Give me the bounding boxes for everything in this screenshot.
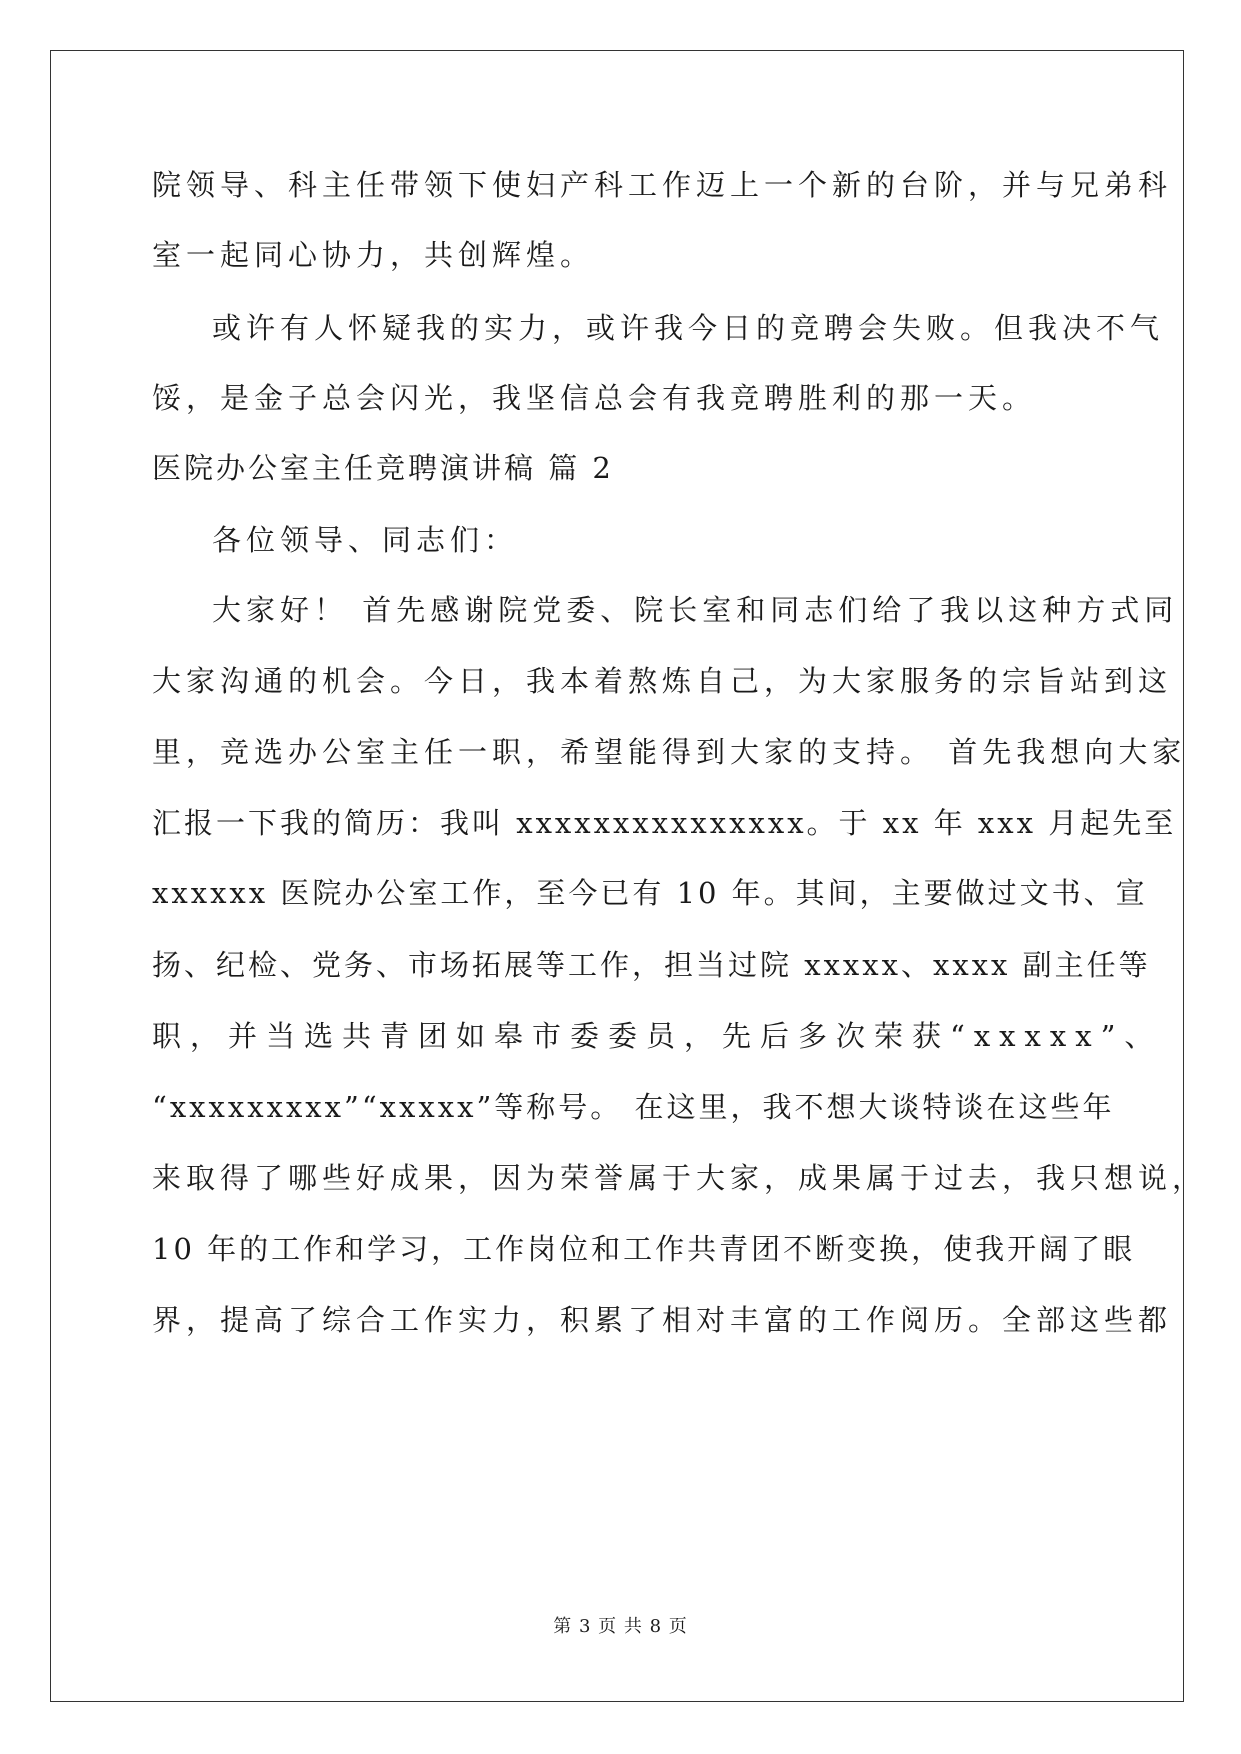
- paragraph-line: 院领导、科主任带领下使妇产科工作迈上一个新的台阶，并与兄弟科: [152, 168, 1173, 202]
- paragraph-line: 或许有人怀疑我的实力，或许我今日的竞聘会失败。但我决不气: [212, 311, 1165, 345]
- paragraph-line: 大家好！ 首先感谢院党委、院长室和同志们给了我以这种方式同: [212, 593, 1179, 627]
- paragraph-line: 界，提高了综合工作实力，积累了相对丰富的工作阅历。全部这些都: [152, 1303, 1173, 1337]
- paragraph-line: 10 年的工作和学习，工作岗位和工作共青团不断变换，使我开阔了眼: [152, 1232, 1136, 1266]
- paragraph-line: 汇报一下我的简历：我叫 xxxxxxxxxxxxxxx。于 xx 年 xxx 月起先至: [152, 806, 1177, 840]
- paragraph-line: “xxxxxxxxx”“xxxxx”等称号。 在这里，我不想大谈特谈在这些年: [152, 1090, 1115, 1124]
- paragraph-line: 来取得了哪些好成果，因为荣誉属于大家，成果属于过去，我只想说，: [152, 1161, 1207, 1195]
- paragraph-line: 职，并当选共青团如皋市委委员，先后多次荣获“xxxxx”、: [152, 1019, 1163, 1053]
- paragraph-line: 里，竞选办公室主任一职，希望能得到大家的支持。 首先我想向大家: [152, 735, 1187, 769]
- salutation-line: 各位领导、同志们：: [212, 523, 519, 557]
- page-footer: 第 3 页 共 8 页: [553, 1616, 688, 1637]
- section-heading: 医院办公室主任竞聘演讲稿 篇 2: [152, 451, 614, 485]
- paragraph-line: xxxxxx 医院办公室工作，至今已有 10 年。其间，主要做过文书、宣: [152, 876, 1148, 910]
- paragraph-line: 扬、纪检、党务、市场拓展等工作，担当过院 xxxxx、xxxx 副主任等: [152, 948, 1151, 982]
- paragraph-line: 室一起同心协力，共创辉煌。: [152, 238, 595, 272]
- paragraph-line: 大家沟通的机会。今日，我本着熬炼自己，为大家服务的宗旨站到这: [152, 664, 1173, 698]
- paragraph-line: 馁，是金子总会闪光，我坚信总会有我竞聘胜利的那一天。: [152, 381, 1037, 415]
